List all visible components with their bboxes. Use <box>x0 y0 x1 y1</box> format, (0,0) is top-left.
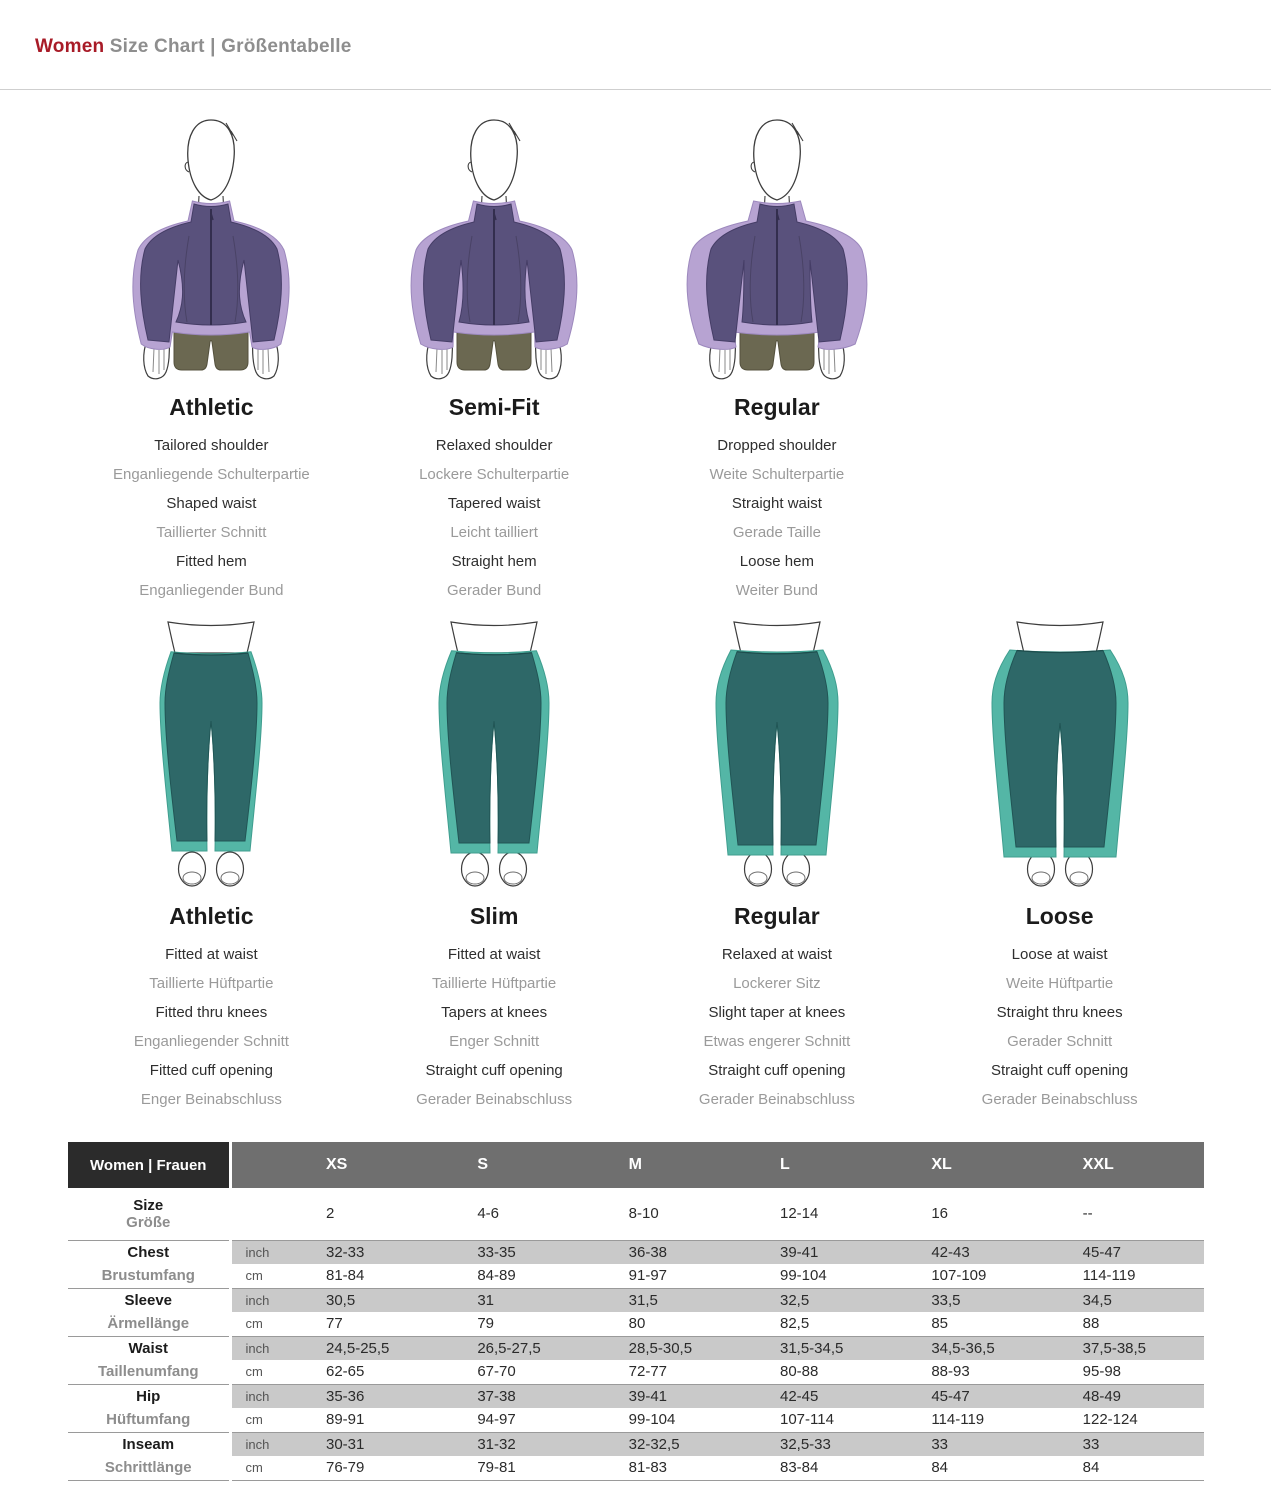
fit-feature: Taillierter Schnitt <box>156 524 267 541</box>
fit-feature: Loose hem <box>739 553 814 570</box>
table-cell: 80 <box>628 1315 646 1333</box>
fit-title: Semi-Fit <box>448 394 540 420</box>
col-header-xl: XL <box>901 1142 1052 1188</box>
table-row-inseam-inch <box>68 1432 1204 1456</box>
table-cell: 33 <box>901 1432 1052 1456</box>
fit-feature: Straight cuff opening <box>708 1062 846 1079</box>
jacket-fit-athletic <box>70 110 353 599</box>
pant-fits-section <box>70 619 1201 1108</box>
row-label <box>68 1188 230 1240</box>
fit-feature: Fitted hem <box>175 553 247 570</box>
row-label-en: Sleeve <box>68 1288 230 1312</box>
size-table-header-row <box>68 1142 1204 1188</box>
jacket-figure-semi-fit-icon <box>353 110 636 382</box>
row-label-en: Hip <box>68 1384 230 1408</box>
fit-feature: Tapered waist <box>447 495 541 512</box>
table-row-inseam-cm <box>68 1456 1204 1480</box>
pant-fit-loose <box>918 619 1201 1108</box>
table-cell: 31,5-34,5 <box>750 1336 901 1360</box>
fit-feature: Tapers at knees <box>441 1004 548 1021</box>
empty-column <box>918 110 1201 599</box>
table-cell: -- <box>1053 1188 1204 1240</box>
fit-title: Regular <box>734 394 820 420</box>
table-cell: 114-119 <box>1082 1267 1136 1285</box>
table-cell: 30,5 <box>296 1288 447 1312</box>
table-cell: 72-77 <box>628 1363 668 1381</box>
table-cell: 77 <box>326 1315 343 1333</box>
table-cell: 32,5 <box>750 1288 901 1312</box>
fit-feature: Weite Hüftpartie <box>1005 975 1114 992</box>
table-cell: 94-97 <box>477 1411 516 1429</box>
col-header-s: S <box>447 1142 598 1188</box>
row-label-de: Hüftumfang <box>106 1411 191 1429</box>
table-cell: 34,5 <box>1053 1288 1204 1312</box>
pant-fit-regular <box>636 619 919 1108</box>
table-cell: 42-43 <box>901 1240 1052 1264</box>
table-cell: 82,5 <box>779 1315 810 1333</box>
table-cell: 30-31 <box>296 1432 447 1456</box>
fit-feature: Tailored shoulder <box>154 437 269 454</box>
fit-feature: Gerader Beinabschluss <box>416 1091 573 1108</box>
table-cell: 34,5-36,5 <box>901 1336 1052 1360</box>
table-cell: 76-79 <box>296 1456 447 1480</box>
fit-title: Loose <box>1025 903 1094 929</box>
row-label-de: Brustumfang <box>101 1267 195 1285</box>
table-cell: 36-38 <box>599 1240 750 1264</box>
pants-figure-regular-icon <box>636 619 919 891</box>
unit-cell: cm <box>230 1312 296 1336</box>
table-cell: 99-104 <box>779 1267 827 1285</box>
fit-feature: Relaxed shoulder <box>435 437 553 454</box>
table-cell: 84 <box>901 1456 1052 1480</box>
table-cell: 32-33 <box>296 1240 447 1264</box>
table-cell: 45-47 <box>901 1384 1052 1408</box>
table-row-chest-cm <box>68 1264 1204 1288</box>
col-header-xxl: XXL <box>1053 1142 1204 1188</box>
fit-feature: Gerader Beinabschluss <box>981 1091 1138 1108</box>
fit-feature: Straight cuff opening <box>425 1062 563 1079</box>
table-cell: 48-49 <box>1053 1384 1204 1408</box>
unit-cell: inch <box>230 1288 296 1312</box>
table-cell: 62-65 <box>326 1363 365 1381</box>
fit-feature: Fitted at waist <box>447 946 541 963</box>
unit-cell <box>230 1188 296 1240</box>
table-cell: 16 <box>901 1188 1052 1240</box>
table-row-size <box>68 1188 1204 1240</box>
fit-feature: Gerader Beinabschluss <box>698 1091 855 1108</box>
fit-title: Regular <box>734 903 820 929</box>
fit-feature: Weiter Bund <box>735 582 818 599</box>
fit-feature: Loose at waist <box>1011 946 1108 963</box>
fit-feature: Enger Beinabschluss <box>140 1091 282 1108</box>
col-header-l: L <box>750 1142 901 1188</box>
table-row-sleeve-inch <box>68 1288 1204 1312</box>
jacket-fit-regular <box>636 110 919 599</box>
table-cell: 95-98 <box>1082 1363 1122 1381</box>
table-cell: 28,5-30,5 <box>599 1336 750 1360</box>
table-row-sleeve-cm <box>68 1312 1204 1336</box>
table-cell: 26,5-27,5 <box>447 1336 598 1360</box>
fit-feature: Taillierte Hüftpartie <box>149 975 274 992</box>
row-label-de: Taillenumfang <box>97 1363 199 1381</box>
row-label-de: Ärmellänge <box>107 1315 190 1333</box>
pant-fit-athletic <box>70 619 353 1108</box>
table-cell: 99-104 <box>628 1411 676 1429</box>
table-cell: 35-36 <box>296 1384 447 1408</box>
fit-feature: Straight hem <box>451 553 537 570</box>
row-label-en: Size <box>133 1196 164 1214</box>
table-cell: 85 <box>931 1315 948 1333</box>
unit-cell: cm <box>230 1456 296 1480</box>
table-cell: 88-93 <box>931 1363 970 1381</box>
table-cell: 33 <box>1053 1432 1204 1456</box>
table-corner-label: Women | Frauen <box>68 1142 230 1188</box>
pants-figure-slim-icon <box>353 619 636 891</box>
table-cell: 31 <box>447 1288 598 1312</box>
table-cell: 8-10 <box>599 1188 750 1240</box>
size-table <box>68 1142 1204 1481</box>
fit-feature: Weite Schulterpartie <box>709 466 845 483</box>
fit-feature: Dropped shoulder <box>717 437 837 454</box>
fit-feature: Gerader Schnitt <box>1007 1033 1113 1050</box>
unit-cell: cm <box>230 1360 296 1384</box>
fit-feature: Fitted thru knees <box>155 1004 268 1021</box>
fit-feature: Lockere Schulterpartie <box>419 466 570 483</box>
fit-feature: Gerader Bund <box>447 582 542 599</box>
row-label-en: Chest <box>68 1240 230 1264</box>
table-cell: 122-124 <box>1082 1411 1138 1429</box>
row-label-en: Waist <box>68 1336 230 1360</box>
col-header-m: M <box>599 1142 750 1188</box>
fit-feature: Straight cuff opening <box>990 1062 1129 1079</box>
table-cell: 79 <box>477 1315 495 1333</box>
page-title <box>35 36 1271 58</box>
unit-cell: inch <box>230 1336 296 1360</box>
fit-title: Athletic <box>169 394 254 420</box>
fit-feature: Straight thru knees <box>996 1004 1123 1021</box>
fit-feature: Taillierte Hüftpartie <box>432 975 557 992</box>
pants-figure-athletic-icon <box>70 619 353 891</box>
unit-cell: inch <box>230 1384 296 1408</box>
table-cell: 2 <box>296 1188 447 1240</box>
table-cell: 80-88 <box>779 1363 819 1381</box>
row-label-de: Schrittlänge <box>68 1456 230 1480</box>
row-label-en: Inseam <box>68 1432 230 1456</box>
table-cell: 33,5 <box>901 1288 1052 1312</box>
table-cell: 107-109 <box>931 1267 987 1285</box>
jacket-figure-athletic-icon <box>70 110 353 382</box>
jacket-figure-regular-icon <box>636 110 919 382</box>
unit-cell: inch <box>230 1432 296 1456</box>
fit-feature: Enganliegender Bund <box>139 582 284 599</box>
table-cell: 107-114 <box>779 1411 834 1429</box>
table-cell: 31-32 <box>447 1432 598 1456</box>
fit-feature: Lockerer Sitz <box>733 975 821 992</box>
table-cell: 89-91 <box>326 1411 365 1429</box>
fit-title: Slim <box>469 903 519 929</box>
table-cell: 4-6 <box>447 1188 598 1240</box>
table-unit-header <box>230 1142 296 1188</box>
table-cell: 37-38 <box>447 1384 598 1408</box>
fit-feature: Enganliegender Schnitt <box>133 1033 289 1050</box>
table-cell: 81-83 <box>599 1456 750 1480</box>
table-row-hip-inch <box>68 1384 1204 1408</box>
fit-title: Athletic <box>169 903 254 929</box>
fit-feature: Fitted cuff opening <box>149 1062 273 1079</box>
table-cell: 39-41 <box>750 1240 901 1264</box>
unit-cell: cm <box>230 1264 296 1288</box>
fit-feature: Enganliegende Schulterpartie <box>112 466 310 483</box>
table-cell: 91-97 <box>628 1267 668 1285</box>
table-row-waist-cm <box>68 1360 1204 1384</box>
fit-feature: Slight taper at knees <box>708 1004 846 1021</box>
fit-feature: Etwas engerer Schnitt <box>703 1033 851 1050</box>
pants-figure-loose-icon <box>918 619 1201 891</box>
table-cell: 81-84 <box>326 1267 365 1285</box>
table-cell: 37,5-38,5 <box>1053 1336 1204 1360</box>
table-cell: 42-45 <box>750 1384 901 1408</box>
table-cell: 31,5 <box>599 1288 750 1312</box>
pant-fit-slim <box>353 619 636 1108</box>
page-title-rest: Size Chart | Größentabelle <box>109 36 352 57</box>
table-cell: 39-41 <box>599 1384 750 1408</box>
unit-cell: inch <box>230 1240 296 1264</box>
table-cell: 32-32,5 <box>599 1432 750 1456</box>
table-cell: 88 <box>1082 1315 1100 1333</box>
jacket-fits-section <box>70 110 1201 599</box>
table-row-chest-inch <box>68 1240 1204 1264</box>
fit-feature: Enger Schnitt <box>449 1033 540 1050</box>
unit-cell: cm <box>230 1408 296 1432</box>
jacket-fit-semi-fit <box>353 110 636 599</box>
fit-feature: Leicht tailliert <box>450 524 538 541</box>
table-cell: 24,5-25,5 <box>296 1336 447 1360</box>
table-cell: 83-84 <box>750 1456 901 1480</box>
table-cell: 84-89 <box>477 1267 516 1285</box>
page-title-brand-word: Women <box>35 36 105 57</box>
col-header-xs: XS <box>296 1142 447 1188</box>
page-header <box>0 0 1271 90</box>
table-row-waist-inch <box>68 1336 1204 1360</box>
table-cell: 12-14 <box>750 1188 901 1240</box>
table-cell: 114-119 <box>931 1411 985 1429</box>
fit-feature: Straight waist <box>731 495 822 512</box>
fit-feature: Fitted at waist <box>165 946 258 963</box>
table-cell: 45-47 <box>1053 1240 1204 1264</box>
row-label-de: Größe <box>126 1213 171 1231</box>
fit-feature: Relaxed at waist <box>721 946 832 963</box>
table-cell: 84 <box>1053 1456 1204 1480</box>
fit-feature: Gerade Taille <box>732 524 821 541</box>
table-row-hip-cm <box>68 1408 1204 1432</box>
table-cell: 33-35 <box>447 1240 598 1264</box>
table-cell: 32,5-33 <box>750 1432 901 1456</box>
table-cell: 67-70 <box>477 1363 516 1381</box>
table-cell: 79-81 <box>447 1456 598 1480</box>
fit-feature: Shaped waist <box>166 495 257 512</box>
